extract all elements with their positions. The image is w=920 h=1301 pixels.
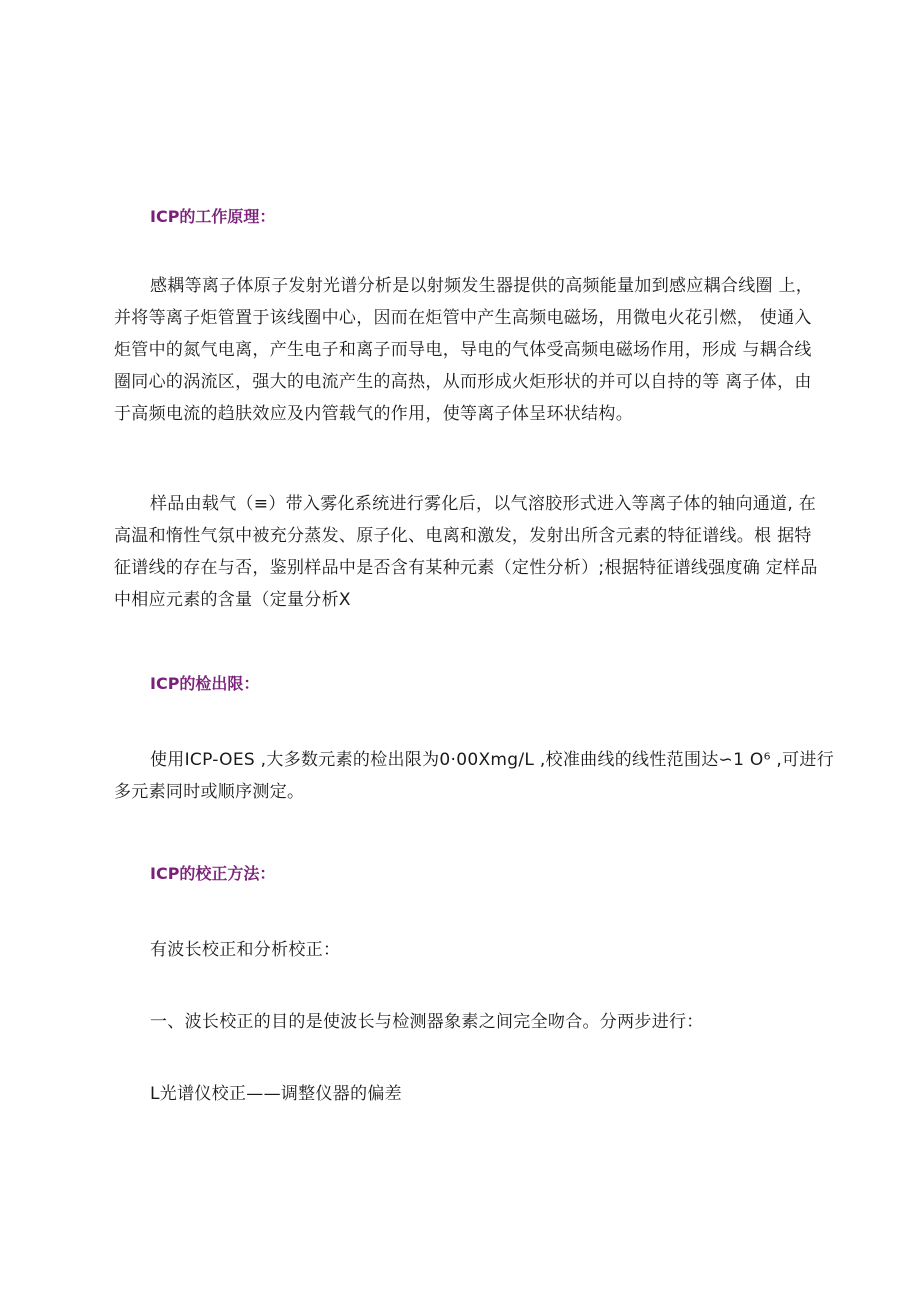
paragraph-line: 圈同心的涡流区，强大的电流产生的高热，从而形成火炬形状的并可以自持的等 离子体，由 xyxy=(114,372,812,392)
heading-working-principle: ICP的工作原理： xyxy=(150,207,276,226)
paragraph-line: 中相应元素的含量（定量分析X xyxy=(114,590,351,610)
paragraph-line: 感耦等离子体原子发射光谱分析是以射频发生器提供的高频能量加到感应耦合线圈 上， xyxy=(150,276,814,296)
spectrometer-calibration-text: L光谱仪校正——调整仪器的偏差 xyxy=(150,1084,402,1104)
paragraph-line: 多元素同时或顺序测定。 xyxy=(114,782,305,802)
heading-detection-limit: ICP的检出限： xyxy=(150,674,260,693)
paragraph-line: 样品由载气（≡）带入雾化系统进行雾化后，以气溶胶形式进入等离子体的轴向通道, 在 xyxy=(150,494,817,514)
paragraph-sample-process xyxy=(114,488,818,616)
heading-calibration-method: ICP的校正方法： xyxy=(150,864,276,883)
paragraph-line: 炬管中的氮气电离，产生电子和离子而导电，导电的气体受高频电磁场作用，形成 与耦合线 xyxy=(114,340,812,360)
wavelength-calibration-text: 一、波长校正的目的是使波长与检测器象素之间完全吻合。分两步进行： xyxy=(150,1012,704,1032)
paragraph-working-principle xyxy=(114,270,814,430)
paragraph-line: 于高频电流的趋肤效应及内管载气的作用，使等离子体呈环状结构。 xyxy=(114,404,633,424)
paragraph-detection-limit xyxy=(114,744,835,808)
paragraph-line: 高温和惰性气氛中被充分蒸发、原子化、电离和激发，发射出所含元素的特征谱线。根 据特 xyxy=(114,526,812,546)
paragraph-line: 征谱线的存在与否，鉴别样品中是否含有某种元素（定性分析）;根据特征谱线强度确 定样品 xyxy=(114,558,818,578)
paragraph-line: 并将等离子炬管置于该线圈中心，因而在炬管中产生高频电磁场，用微电火花引燃， 使通入 xyxy=(114,308,812,328)
calibration-intro: 有波长校正和分析校正： xyxy=(150,940,341,960)
paragraph-line: 使用ICP-OES ,大多数元素的检出限为0·00Xmg/L ,校准曲线的线性范围达∽1 O⁶ ,可进行 xyxy=(150,750,835,770)
